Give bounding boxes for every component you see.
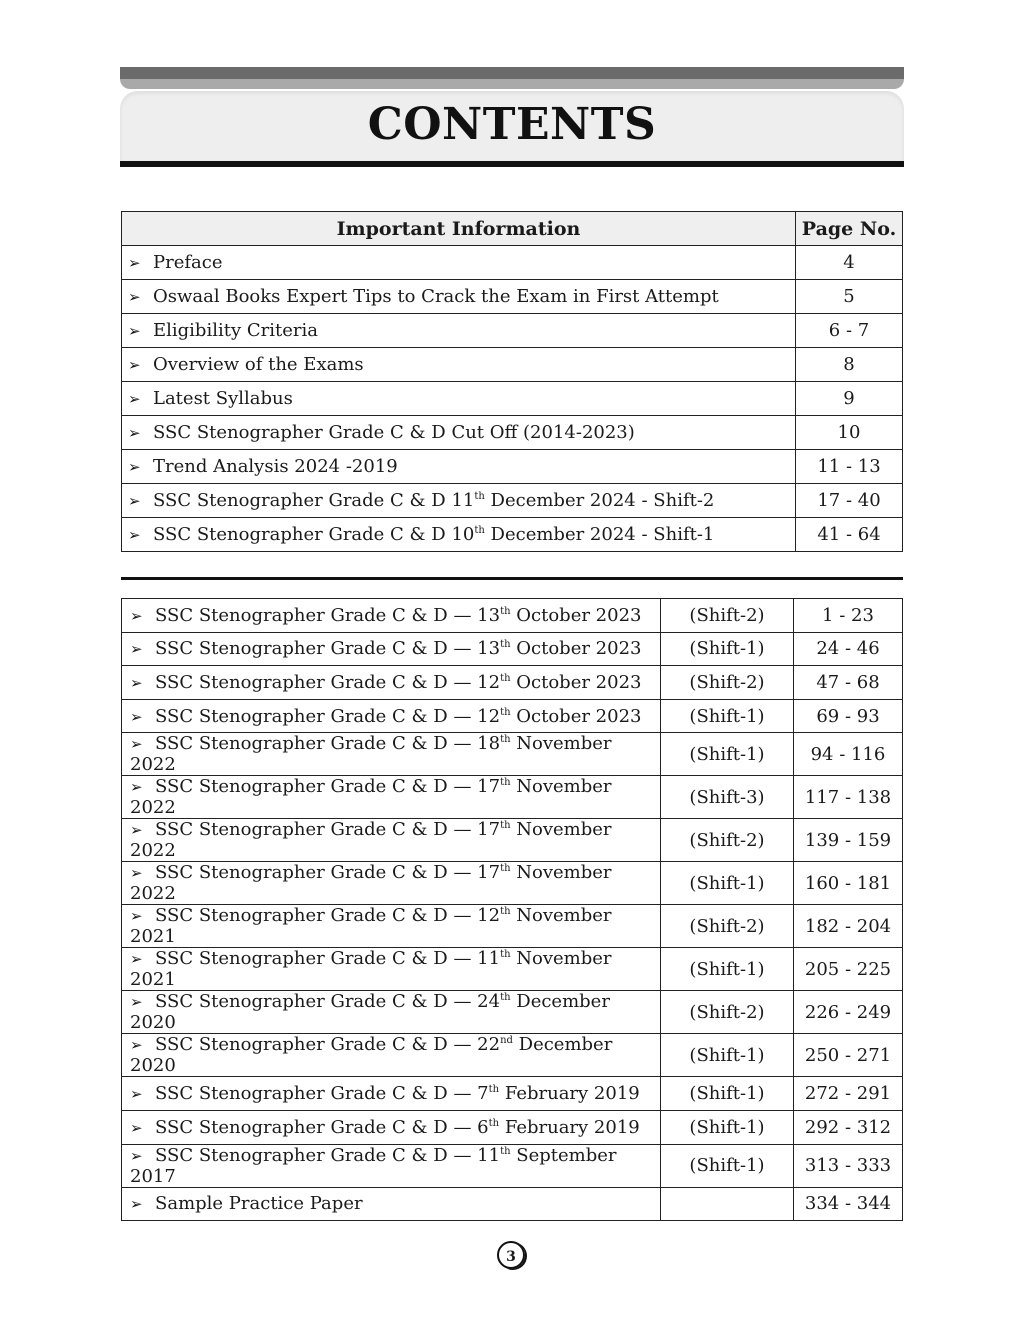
page-range-cell: 47 - 68 <box>794 666 903 700</box>
entry-title: SSC Stenographer Grade C & D — 11 <box>155 948 501 970</box>
banner-bottom-rule <box>120 161 904 167</box>
ordinal-suffix: th <box>500 706 511 718</box>
entry-title: SSC Stenographer Grade C & D — 13 <box>155 638 501 660</box>
entry-title: SSC Stenographer Grade C & D 11 <box>153 490 475 511</box>
ordinal-suffix: th <box>500 734 511 746</box>
page-range-cell: 160 - 181 <box>794 862 903 905</box>
entry-title-rest: November 2022 <box>130 819 612 862</box>
shift-cell: (Shift-1) <box>661 948 794 991</box>
table-row <box>122 280 903 314</box>
entry-title-cell <box>122 699 661 733</box>
page-range-cell: 226 - 249 <box>794 991 903 1034</box>
table-row <box>122 905 903 948</box>
entry-title-rest: October 2023 <box>510 705 642 727</box>
entry-title-cell <box>122 666 661 700</box>
table-row <box>122 948 903 991</box>
arrow-bullet-icon: ➢ <box>128 492 141 510</box>
table-row <box>122 314 903 348</box>
arrow-bullet-icon: ➢ <box>130 673 143 692</box>
arrow-bullet-icon: ➢ <box>128 288 141 306</box>
page-range-cell: 272 - 291 <box>794 1077 903 1111</box>
ordinal-suffix: th <box>474 525 485 536</box>
shift-cell <box>661 1187 794 1221</box>
ordinal-suffix: nd <box>500 1035 513 1047</box>
arrow-bullet-icon: ➢ <box>130 778 143 797</box>
entry-title-cell <box>122 819 661 862</box>
shift-cell: (Shift-1) <box>661 632 794 666</box>
entry-title: SSC Stenographer Grade C & D — 18 <box>155 733 501 755</box>
entry-title-rest: December 2020 <box>130 1034 613 1077</box>
entry-title-cell <box>122 1034 661 1077</box>
entry-title: SSC Stenographer Grade C & D — 22 <box>155 1034 501 1056</box>
shift-cell: (Shift-1) <box>661 1110 794 1144</box>
entry-title: Trend Analysis 2024 -2019 <box>153 456 398 477</box>
page-range-cell: 9 <box>796 382 903 416</box>
ordinal-suffix: th <box>500 820 511 832</box>
entry-title: SSC Stenographer Grade C & D — 11 <box>155 1144 501 1166</box>
section-divider <box>121 577 903 580</box>
entry-title: SSC Stenographer Grade C & D — 17 <box>155 819 501 841</box>
entry-title: SSC Stenographer Grade C & D — 12 <box>155 905 501 927</box>
arrow-bullet-icon: ➢ <box>130 993 143 1012</box>
table-row <box>122 518 903 552</box>
arrow-bullet-icon: ➢ <box>130 606 143 625</box>
page-range-cell: 139 - 159 <box>794 819 903 862</box>
entry-title-cell <box>122 280 796 314</box>
table-row <box>122 862 903 905</box>
page-range-cell: 41 - 64 <box>796 518 903 552</box>
arrow-bullet-icon: ➢ <box>130 950 143 969</box>
entry-title-rest: September 2017 <box>130 1144 617 1187</box>
table-row <box>122 699 903 733</box>
entry-title: Eligibility Criteria <box>153 320 318 341</box>
header-page-no: Page No. <box>796 212 903 246</box>
arrow-bullet-icon: ➢ <box>130 1146 143 1165</box>
entry-title-cell <box>122 1110 661 1144</box>
page-range-cell: 8 <box>796 348 903 382</box>
page-range-cell: 292 - 312 <box>794 1110 903 1144</box>
entry-title-cell <box>122 416 796 450</box>
entry-title-cell <box>122 905 661 948</box>
shift-cell: (Shift-3) <box>661 776 794 819</box>
entry-title-rest: February 2019 <box>499 1083 640 1105</box>
table-row <box>122 1144 903 1187</box>
shift-cell: (Shift-1) <box>661 1077 794 1111</box>
entry-title-cell <box>122 733 661 776</box>
ordinal-suffix: th <box>500 863 511 875</box>
entry-title: Preface <box>153 252 223 273</box>
entry-title-cell <box>122 1187 661 1221</box>
arrow-bullet-icon: ➢ <box>130 907 143 926</box>
arrow-bullet-icon: ➢ <box>130 1085 143 1104</box>
entry-title-rest: December 2024 - Shift-1 <box>484 524 715 545</box>
page-range-cell: 69 - 93 <box>794 699 903 733</box>
arrow-bullet-icon: ➢ <box>130 735 143 754</box>
page-range-cell: 250 - 271 <box>794 1034 903 1077</box>
shift-cell: (Shift-2) <box>661 991 794 1034</box>
page-range-cell: 11 - 13 <box>796 450 903 484</box>
arrow-bullet-icon: ➢ <box>130 821 143 840</box>
arrow-bullet-icon: ➢ <box>128 458 141 476</box>
shift-cell: (Shift-2) <box>661 905 794 948</box>
entry-title-rest: November 2021 <box>130 905 612 948</box>
ordinal-suffix: th <box>488 1117 500 1129</box>
entry-title: Latest Syllabus <box>153 388 293 409</box>
table-row <box>122 348 903 382</box>
arrow-bullet-icon: ➢ <box>128 424 141 442</box>
entry-title-rest: December 2024 - Shift-2 <box>484 490 715 511</box>
entry-title-cell <box>122 382 796 416</box>
entry-title-cell <box>122 518 796 552</box>
arrow-bullet-icon: ➢ <box>128 322 141 340</box>
entry-title-rest: December 2020 <box>130 991 610 1034</box>
arrow-bullet-icon: ➢ <box>128 526 141 544</box>
shift-cell: (Shift-1) <box>661 1034 794 1077</box>
page-range-cell: 10 <box>796 416 903 450</box>
table-row <box>122 632 903 666</box>
entry-title-rest: November 2021 <box>130 948 612 991</box>
page-range-cell: 17 - 40 <box>796 484 903 518</box>
entry-title: SSC Stenographer Grade C & D — 6 <box>155 1116 489 1138</box>
page-range-cell: 334 - 344 <box>794 1187 903 1221</box>
entry-title: SSC Stenographer Grade C & D — 7 <box>155 1083 489 1105</box>
table-row <box>122 1187 903 1221</box>
arrow-bullet-icon: ➢ <box>130 1118 143 1137</box>
ordinal-suffix: th <box>500 949 511 961</box>
entry-title: Sample Practice Paper <box>155 1193 363 1215</box>
entry-title-cell <box>122 776 661 819</box>
entry-title-cell <box>122 314 796 348</box>
ordinal-suffix: th <box>474 491 485 502</box>
table-row <box>122 599 903 633</box>
shift-cell: (Shift-2) <box>661 819 794 862</box>
ordinal-suffix: th <box>500 639 511 651</box>
entry-title-rest: October 2023 <box>510 638 642 660</box>
entry-title-cell <box>122 348 796 382</box>
table-row <box>122 246 903 280</box>
entry-title-rest: November 2022 <box>130 733 612 776</box>
banner-second-stripe <box>120 79 904 89</box>
entry-title-cell <box>122 1077 661 1111</box>
entry-title-rest: November 2022 <box>130 776 612 819</box>
entry-title-cell <box>122 632 661 666</box>
arrow-bullet-icon: ➢ <box>130 1036 143 1055</box>
entry-title: SSC Stenographer Grade C & D — 24 <box>155 991 501 1013</box>
entry-title-cell <box>122 948 661 991</box>
entry-title: SSC Stenographer Grade C & D 10 <box>153 524 475 545</box>
page-number: 3 <box>497 1241 525 1269</box>
contents-banner <box>120 67 904 169</box>
table-row <box>122 733 903 776</box>
shift-cell: (Shift-1) <box>661 733 794 776</box>
entry-title-cell <box>122 599 661 633</box>
ordinal-suffix: th <box>500 605 511 617</box>
entry-title-rest: February 2019 <box>499 1116 640 1138</box>
entry-title: SSC Stenographer Grade C & D Cut Off (2014-2023) <box>153 422 635 443</box>
entry-title-cell <box>122 246 796 280</box>
entry-title-cell <box>122 484 796 518</box>
ordinal-suffix: th <box>488 1084 500 1096</box>
table-row <box>122 382 903 416</box>
entry-title-rest: October 2023 <box>510 671 642 693</box>
shift-cell: (Shift-1) <box>661 1144 794 1187</box>
arrow-bullet-icon: ➢ <box>128 356 141 374</box>
arrow-bullet-icon: ➢ <box>128 390 141 408</box>
page-range-cell: 182 - 204 <box>794 905 903 948</box>
page-range-cell: 5 <box>796 280 903 314</box>
table-row <box>122 819 903 862</box>
important-information-table <box>121 211 903 552</box>
page-range-cell: 205 - 225 <box>794 948 903 991</box>
arrow-bullet-icon: ➢ <box>128 254 141 272</box>
table-row <box>122 416 903 450</box>
page-range-cell: 4 <box>796 246 903 280</box>
table-row <box>122 1034 903 1077</box>
page-range-cell: 313 - 333 <box>794 1144 903 1187</box>
arrow-bullet-icon: ➢ <box>130 707 143 726</box>
page-range-cell: 6 - 7 <box>796 314 903 348</box>
ordinal-suffix: th <box>500 672 511 684</box>
table-row <box>122 1110 903 1144</box>
table-row <box>122 991 903 1034</box>
header-important-information: Important Information <box>122 212 796 246</box>
table-row <box>122 666 903 700</box>
table-row <box>122 484 903 518</box>
table-header-row <box>122 212 903 246</box>
ordinal-suffix: th <box>500 1145 511 1157</box>
table-row <box>122 1077 903 1111</box>
shift-cell: (Shift-1) <box>661 862 794 905</box>
entry-title: SSC Stenographer Grade C & D — 12 <box>155 705 501 727</box>
table-row <box>122 450 903 484</box>
table-row <box>122 776 903 819</box>
banner-top-stripe <box>120 67 904 79</box>
ordinal-suffix: th <box>500 777 511 789</box>
arrow-bullet-icon: ➢ <box>130 640 143 659</box>
page-range-cell: 117 - 138 <box>794 776 903 819</box>
page-range-cell: 1 - 23 <box>794 599 903 633</box>
entry-title: SSC Stenographer Grade C & D — 13 <box>155 604 501 626</box>
entry-title-cell <box>122 1144 661 1187</box>
entry-title: Oswaal Books Expert Tips to Crack the Exam in First Attempt <box>153 286 719 307</box>
shift-cell: (Shift-2) <box>661 599 794 633</box>
entry-title-rest: November 2022 <box>130 862 612 905</box>
shift-cell: (Shift-2) <box>661 666 794 700</box>
papers-table <box>121 598 903 1221</box>
arrow-bullet-icon: ➢ <box>130 1195 143 1214</box>
entry-title: Overview of the Exams <box>153 354 364 375</box>
arrow-bullet-icon: ➢ <box>130 864 143 883</box>
ordinal-suffix: th <box>500 906 511 918</box>
page-range-cell: 94 - 116 <box>794 733 903 776</box>
ordinal-suffix: th <box>500 992 511 1004</box>
entry-title-cell <box>122 450 796 484</box>
entry-title: SSC Stenographer Grade C & D — 12 <box>155 671 501 693</box>
entry-title-cell <box>122 862 661 905</box>
entry-title-rest: October 2023 <box>510 604 642 626</box>
shift-cell: (Shift-1) <box>661 699 794 733</box>
entry-title-cell <box>122 991 661 1034</box>
entry-title: SSC Stenographer Grade C & D — 17 <box>155 862 501 884</box>
page-title: CONTENTS <box>367 99 657 150</box>
entry-title: SSC Stenographer Grade C & D — 17 <box>155 776 501 798</box>
page-range-cell: 24 - 46 <box>794 632 903 666</box>
